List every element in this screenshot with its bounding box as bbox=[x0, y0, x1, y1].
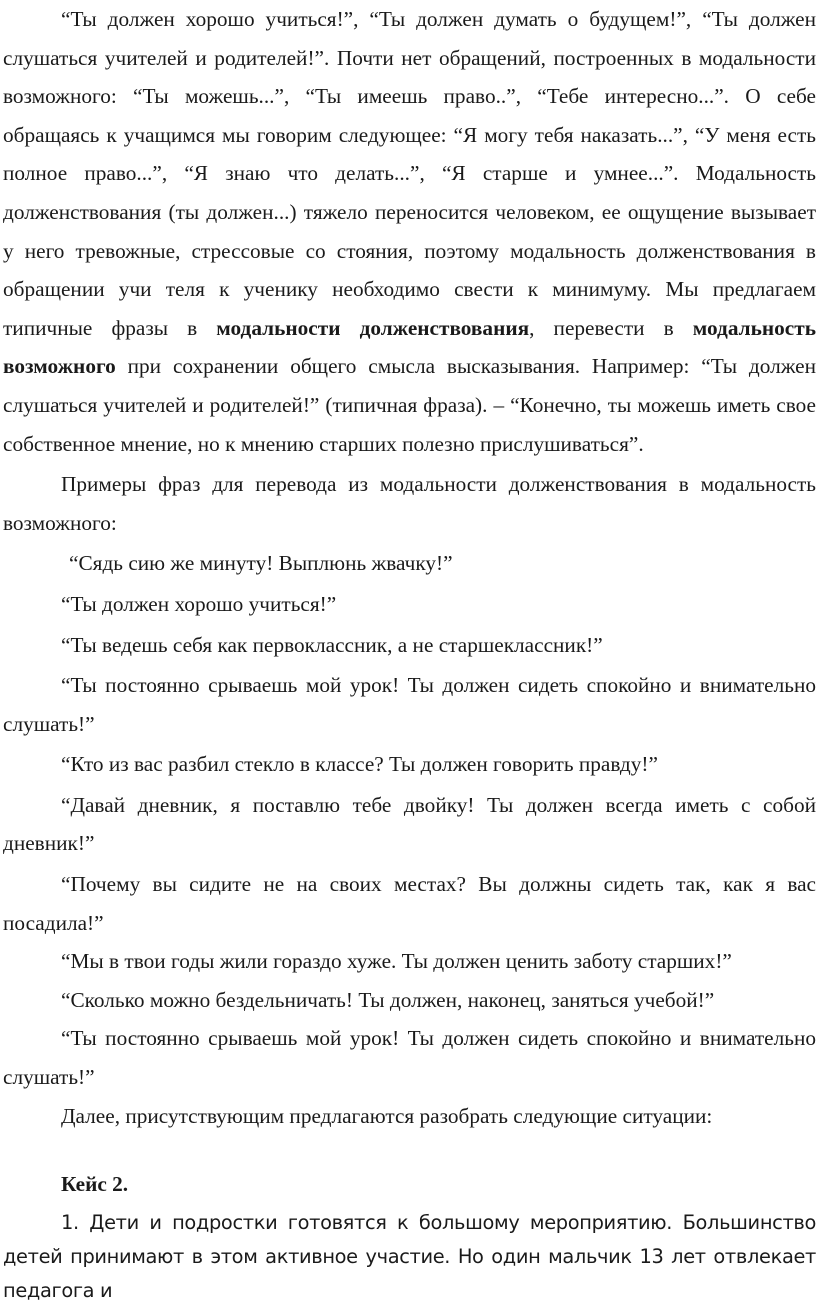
intro-text-part3: при сохранении общего смысла высказывания. Например: “Ты должен слушаться учителей и родителей!” (типичная фраза). – “Конечно, ты можешь иметь свое собственное мнение, но к мнению старших полезно прислушиваться”. bbox=[3, 354, 816, 456]
example-phrase: “Сколько можно бездельничать! Ты должен, наконец, заняться учебой!” bbox=[61, 987, 715, 1012]
closing-line: Далее, присутствующим предлагаются разобрать следующие ситуации: bbox=[61, 1103, 713, 1128]
example-phrase: “Давай дневник, я поставлю тебе двойку! Ты должен всегда иметь с собой дневник!” bbox=[3, 792, 816, 856]
intro-bold-duty-modality: модальности долженствования bbox=[216, 315, 530, 340]
example-phrase: “Ты постоянно срываешь мой урок! Ты должен сидеть спокойно и внимательно слушать!” bbox=[3, 673, 816, 736]
intro-text-part1: “Ты должен хорошо учиться!”, “Ты должен думать о будущем!”, “Ты должен слушаться учителей и родителей!”. Почти нет обращений, построенных в модальности возможного: “Ты можешь...”, “Ты имеешь право..”, “Тебе интересно...”. О себе обращаясь к учащимся мы говорим следующее: “Я могу тебя наказать...”, “У меня есть полное право...”, “Я знаю что делать...”, “Я старше и умнее...”. Модальность долженствования (ты должен...) тяжело переносится человеком, ее ощущение вызывает у него тревожные, стрессовые со стояния, поэтому модальность долженствования в обращении учи теля к ученику необходимо свести к минимуму. Мы предлагаем типичные фразы в bbox=[3, 7, 816, 340]
intro-text-part2: , перевести в bbox=[529, 315, 693, 340]
example-phrase: “Почему вы сидите не на своих местах? Вы должны сидеть так, как я вас посадила!” bbox=[3, 872, 816, 935]
examples-intro: Примеры фраз для перевода из модальности долженствования в модальность возможного: bbox=[3, 472, 816, 535]
intro-bold-possible-modality: модальность возможного bbox=[3, 315, 816, 379]
example-phrase: “Ты должен хорошо учиться!” bbox=[61, 591, 337, 616]
example-phrase: “Ты постоянно срываешь мой урок! Ты должен сидеть спокойно и внимательно слушать!” bbox=[3, 1026, 816, 1090]
example-phrase: “Кто из вас разбил стекло в классе? Ты должен говорить правду!” bbox=[61, 752, 658, 777]
case-item-1: 1. Дети и подростки готовятся к большому мероприятию. Большинство детей принимают в этом активное участие. Но один мальчик 13 лет отвлекает педагога и bbox=[3, 1210, 816, 1302]
example-phrase: “Мы в твои годы жили гораздо хуже. Ты должен ценить заботу старших!” bbox=[61, 949, 732, 974]
example-phrase: “Сядь сию же минуту! Выплюнь жвачку!” bbox=[69, 551, 453, 576]
intro-paragraph bbox=[3, 0, 816, 463]
example-phrase: “Ты ведешь себя как первоклассник, а не старшеклассник!” bbox=[61, 632, 603, 657]
case-heading: Кейс 2. bbox=[61, 1172, 129, 1197]
